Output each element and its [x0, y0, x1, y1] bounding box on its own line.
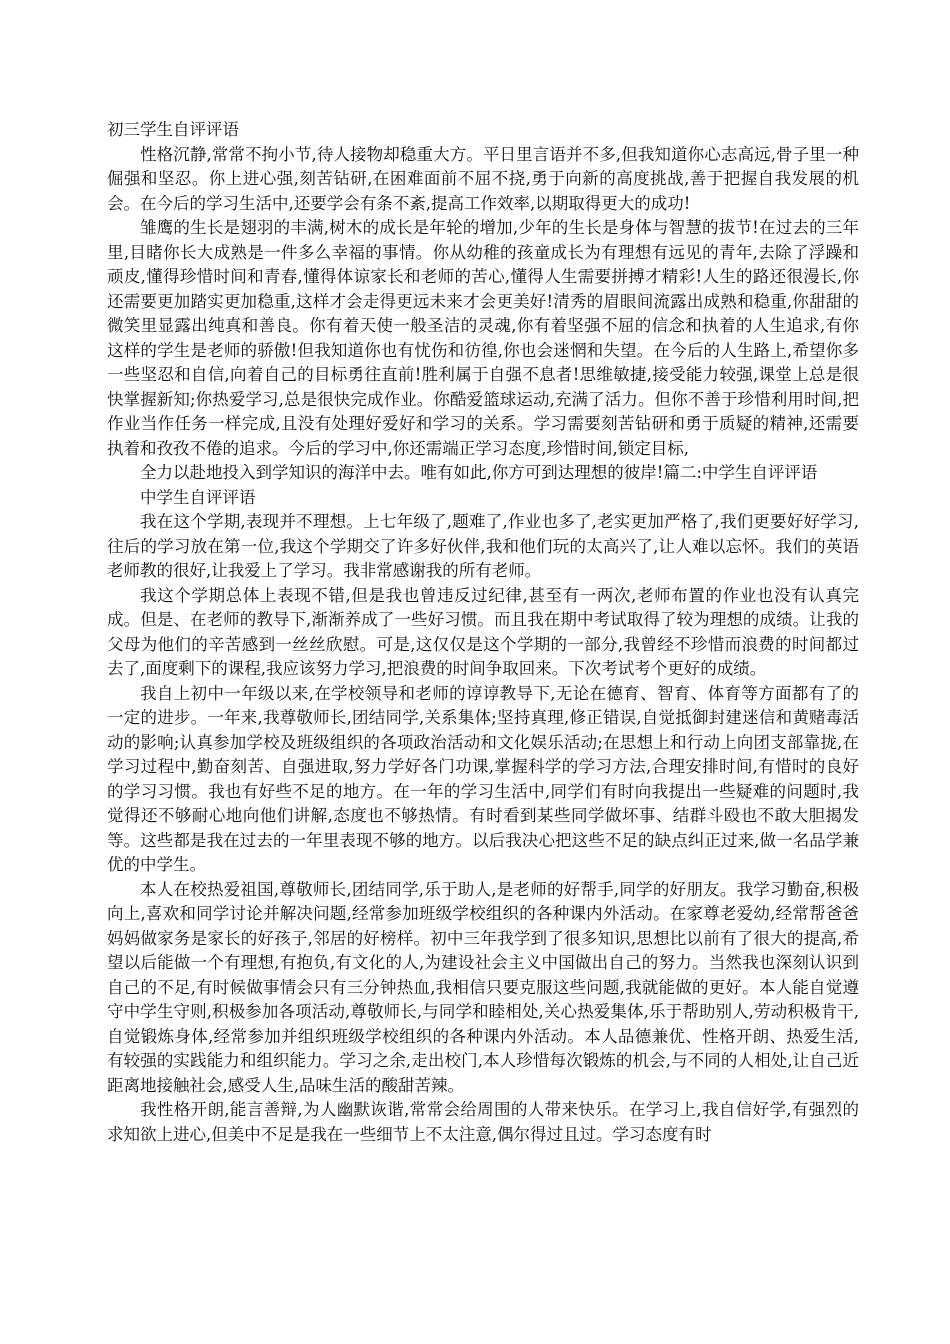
paragraph: 我这个学期总体上表现不错,但是我也曾违反过纪律,甚至有一两次,老师布置的作业也没有认真完成。但是、在老师的教导下,渐渐养成了一些好习惯。而且我在期中考试取得了较为理想的成绩。让我的父母为他们的辛苦感到一丝丝欣慰。可是,这仅仅是这个学期的一部分,我曾经不珍惜而浪费的时间都过去了,面度剩下的课程,我应该努力学习,把浪费的时间争取回来。下次考试考个更好的成绩。 — [107, 585, 859, 678]
paragraph: 我自上初中一年级以来,在学校领导和老师的谆谆教导下,无论在德育、智育、体育等方面都有了的一定的进步。一年来,我尊敬师长,团结同学,关系集体;坚持真理,修正错误,自觉抵御封建迷信和黄赌毒活动的影响;认真参加学校及班级组织的各项政治活动和文化娱乐活动;在思想上和行动上向团支部靠拢,在学习过程中,勤奋刻苦、自强进取,努力学好各门功课,掌握科学的学习方法,合理安排时间,有惜时的良好的学习习惯。我也有好些不足的地方。在一年的学习生活中,同学们有时向我提出一些疑难的问题时,我觉得还不够耐心地向他们讲解,态度也不够热情。有时看到某些同学做坏事、结群斗殴也不敢大胆揭发等。这些都是我在过去的一年里表现不够的地方。以后我决心把这些不足的缺点纠正过来,做一名品学兼优的中学生。 — [107, 683, 859, 874]
document-body — [107, 118, 859, 1147]
document-title: 初三学生自评评语 — [107, 120, 239, 139]
paragraph: 我在这个学期,表现并不理想。上七年级了,题难了,作业也多了,老实更加严格了,我们更要好好学习,往后的学习放在第一位,我这个学期交了许多好伙伴,我和他们玩的太高兴了,让人难以忘怀。我们的英语老师教的很好,让我爱上了学习。我非常感谢我的所有老师。 — [107, 512, 859, 580]
section-subtitle: 中学生自评评语 — [140, 487, 256, 507]
paragraph: 性格沉静,常常不拘小节,待人接物却稳重大方。平日里言语并不多,但我知道你心志高远,骨子里一种倔强和坚忍。你上进心强,刻苦钻研,在困难面前不屈不挠,勇于向新的高度挑战,善于把握自我发展的机会。在今后的学习生活中,还要学会有条不紊,提高工作效率,以期取得更大的成功! — [107, 144, 859, 213]
paragraph: 全力以赴地投入到学知识的海洋中去。唯有如此,你方可到达理想的彼岸!篇二:中学生自评评语 — [140, 463, 818, 482]
paragraph: 雏鹰的生长是翅羽的丰满,树木的成长是年轮的增加,少年的生长是身体与智慧的拔节!在过去的三年里,目睹你长大成熟是一件多么幸福的事情。你从幼稚的孩童成长为有理想有远见的青年,去除了浮躁和顽皮,懂得珍惜时间和青春,懂得体谅家长和老师的苦心,懂得人生需要拼搏才精彩!人生的路还很漫长,你还需要更加踏实更加稳重,这样才会走得更远未来才会更美好!清秀的眉眼间流露出成熟和稳重,你甜甜的微笑里显露出纯真和善良。你有着天使一般圣洁的灵魂,你有着坚强不屈的信念和执着的人生追求,有你这样的学生是老师的骄傲!但我知道你也有忧伤和彷徨,你也会迷惘和失望。在今后的人生路上,希望你多一些坚忍和自信,向着自己的目标勇往直前!胜利属于自强不息者!思维敏捷,接受能力较强,课堂上总是很快掌握新知;你热爱学习,总是很快完成作业。你酷爱篮球运动,充满了活力。但你不善于珍惜利用时间,把作业当作任务一样完成,且没有处理好爱好和学习的关系。学习需要刻苦钻研和勇于质疑的精神,还需要执着和孜孜不倦的追求。今后的学习中,你还需端正学习态度,珍惜时间,锁定目标, — [107, 218, 859, 458]
paragraph: 我性格开朗,能言善辩,为人幽默诙谐,常常会给周围的人带来快乐。在学习上,我自信好学,有强烈的求知欲上进心,但美中不足是我在一些细节上不太注意,偶尔得过且过。学习态度有时 — [107, 1100, 859, 1144]
paragraph: 本人在校热爱祖国,尊敬师长,团结同学,乐于助人,是老师的好帮手,同学的好朋友。我学习勤奋,积极向上,喜欢和同学讨论并解决问题,经常参加班级学校组织的各种课内外活动。在家尊老爱幼,经常帮爸爸妈妈做家务是家长的好孩子,邻居的好榜样。初中三年我学到了很多知识,思想比以前有了很大的提高,希望以后能做一个有理想,有抱负,有文化的人,为建设社会主义中国做出自己的努力。当然我也深刻认识到自己的不足,有时候做事情会只有三分钟热血,我相信只要克服这些问题,我就能做的更好。本人能自觉遵守中学生守则,积极参加各项活动,尊敬师长,与同学和睦相处,关心热爱集体,乐于帮助别人,劳动积极肯干,自觉锻炼身体,经常参加并组织班级学校组织的各种课内外活动。本人品德兼优、性格开朗、热爱生活,有较强的实践能力和组织能力。学习之余,走出校门,本人珍惜每次锻炼的机会,与不同的人相处,让自己近距离地接触社会,感受人生,品味生活的酸甜苦辣。 — [107, 879, 859, 1095]
